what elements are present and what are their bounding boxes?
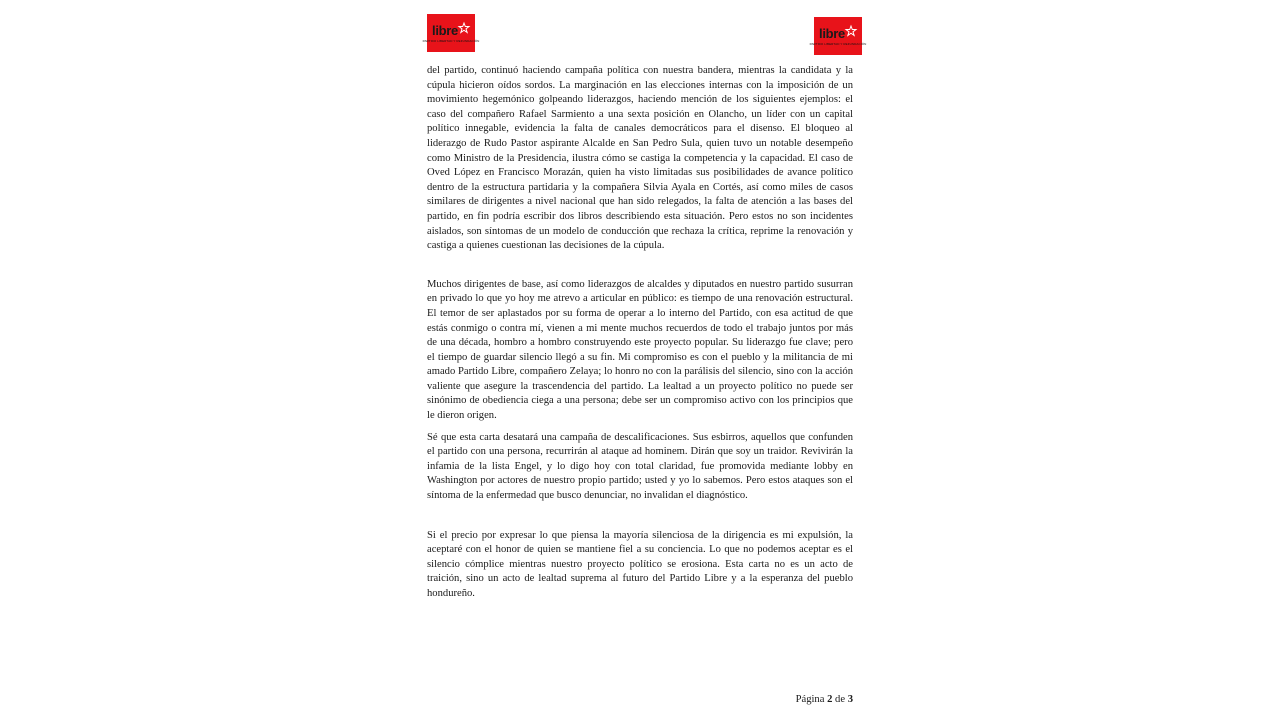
logo-tagline: PARTIDO LIBERTAD Y REFUNDACIÓN (809, 41, 867, 46)
total-pages: 3 (847, 694, 853, 705)
letter-body (427, 64, 853, 602)
current-page: 2 (827, 694, 833, 705)
libre-logo-right (809, 17, 867, 55)
logo-tagline: PARTIDO LIBERTAD Y REFUNDACIÓN (422, 38, 480, 43)
page-word: Página (795, 694, 825, 705)
star-icon (458, 22, 470, 34)
logo-wordmark: libre (432, 22, 458, 38)
star-icon (845, 25, 857, 37)
page-number (790, 694, 853, 705)
paragraph: Sé que esta carta desatará una campaña de descalificaciones. Sus esbirros, aquellos que confunden el partido con una persona, recurrirán al ataque ad hominem. Dirán que soy un traidor. Revivirán la infamia de la lista Engel, y lo digo hoy con total claridad, fue promovida mediante lobby en Washington por actores de nuestro propio partido; usted y yo lo sabemos. Pero estos ataques son el síntoma de la enfermedad que busco denunciar, no invalidan el diagnóstico. (427, 431, 853, 502)
paragraph: del partido, continuó haciendo campaña política con nuestra bandera, mientras la candidata y la cúpula hicieron oídos sordos. La marginación en las elecciones internas con la imposición de un movimiento hegemónico golpeando liderazgos, haciendo mención de los siguientes ejemplos: el caso del compañero Rafael Sarmiento a una sexta posición en Olancho, un líder con un capital político innegable, evidencia la falta de canales democráticos para el disenso. El bloqueo al liderazgo de Rudo Pastor aspirante Alcalde en San Pedro Sula, quien tuvo un notable desempeño como Ministro de la Presidencia, ilustra cómo se castiga la competencia y la capacidad. El caso de Oved López en Francisco Morazán, quien ha visto limitadas sus posibilidades de avance político dentro de la estructura partidaria y la compañera Silvia Ayala en Cortés, así como miles de casos similares de dirigentes a nivel nacional que han sido relegados, la falta de atención a las bases del partido, en fin podría escribir dos libros describiendo esta situación. Pero estos no son incidentes aislados, son síntomas de un modelo de conducción que rechaza la crítica, reprime la renovación y castiga a quienes cuestionan las decisiones de la cúpula. (427, 65, 853, 252)
paragraph: Muchos dirigentes de base, así como liderazgos de alcaldes y diputados en nuestro partido susurran en privado lo que yo hoy me atrevo a articular en público: es tiempo de una renovación estructural. El temor de ser aplastados por su forma de operar a lo interno del Partido, con esa actitud de que estás conmigo o contra mí, vienen a mi mente muchos recuerdos de todo el trabajo juntos por más de una década, hombro a hombro construyendo este proyecto popular. Su liderazgo fue clave; pero el tiempo de guardar silencio llegó a su fin. Mi compromiso es con el pueblo y la militancia de mi amado Partido Libre, compañero Zelaya; lo honro no con la parálisis del silencio, sino con la acción valiente que asegure la trascendencia del partido. La lealtad a un proyecto político no puede ser sinónimo de obediencia ciega a una persona; debe ser un compromiso activo con los principios que le dieron origen. (427, 278, 853, 422)
of-word: de (835, 694, 846, 705)
libre-logo-left (422, 14, 480, 52)
logo-wordmark: libre (819, 25, 845, 41)
paragraph: Si el precio por expresar lo que piensa la mayoría silenciosa de la dirigencia es mi expulsión, la aceptaré con el honor de quien se mantiene fiel a su conciencia. Lo que no podemos aceptar es el silencio cómplice mientras nuestro proyecto político se erosiona. Esta carta no es un acto de traición, sino un acto de lealtad suprema al futuro del Partido Libre y a la esperanza del pueblo hondureño. (427, 529, 853, 599)
